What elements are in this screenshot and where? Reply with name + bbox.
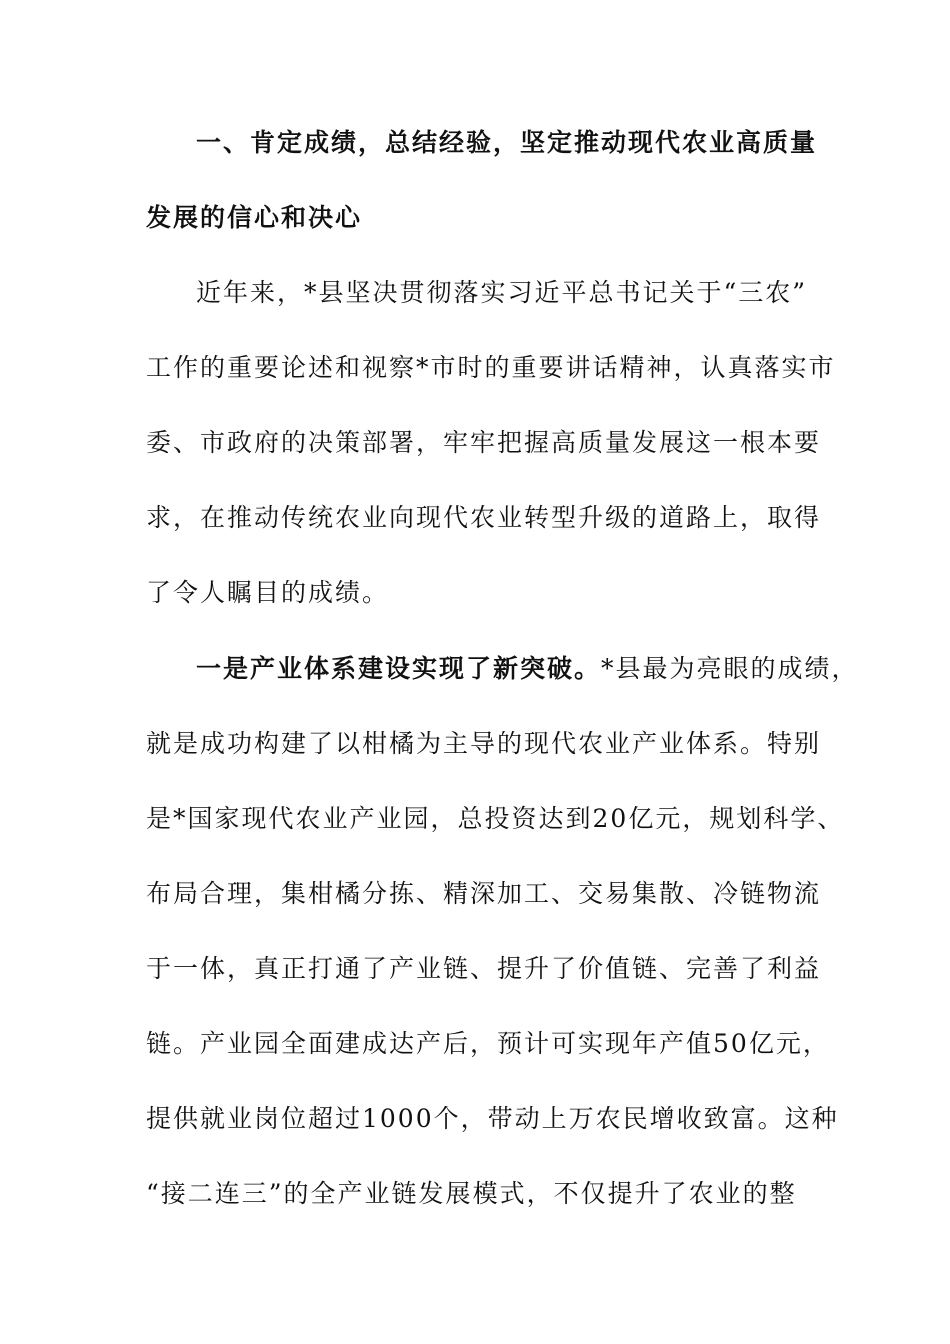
paragraph-2-line-7: 提供就业岗位超过1000个，带动上万农民增收致富。这种 <box>146 1104 839 1133</box>
paragraph-1-line-4: 求，在推动传统农业向现代农业转型升级的道路上，取得 <box>146 503 822 532</box>
section-heading-line-1: 一、肯定成绩，总结经验，坚定推动现代农业高质量 <box>196 128 818 157</box>
paragraph-2-line-8: “接二连三”的全产业链发展模式，不仅提升了农业的整 <box>146 1179 797 1208</box>
paragraph-1-line-1: 近年来，*县坚决贯彻落实习近平总书记关于“三农” <box>196 278 808 307</box>
section-heading-line-2: 发展的信心和决心 <box>146 203 363 232</box>
paragraph-2-line-2: 就是成功构建了以柑橘为主导的现代农业产业体系。特别 <box>146 729 822 758</box>
paragraph-2-line-4: 布局合理，集柑橘分拣、精深加工、交易集散、冷链物流 <box>146 879 822 908</box>
paragraph-2-line-1 <box>196 654 866 684</box>
paragraph-1-line-3: 委、市政府的决策部署，牢牢把握高质量发展这一根本要 <box>146 428 822 457</box>
paragraph-1-line-5: 了令人瞩目的成绩。 <box>146 578 390 607</box>
paragraph-1-line-2: 工作的重要论述和视察*市时的重要讲话精神，认真落实市 <box>146 353 836 382</box>
paragraph-2-lead-bold: 一是产业体系建设实现了新突破。 <box>196 654 602 683</box>
paragraph-2-line-3: 是*国家现代农业产业园，总投资达到20亿元，规划科学、 <box>146 804 845 833</box>
paragraph-2-line-6: 链。产业园全面建成达产后，预计可实现年产值50亿元， <box>146 1029 830 1058</box>
paragraph-2-line-5: 于一体，真正打通了产业链、提升了价值链、完善了利益 <box>146 954 822 983</box>
paragraph-2-lead-rest: *县最为亮眼的成绩， <box>601 654 859 683</box>
